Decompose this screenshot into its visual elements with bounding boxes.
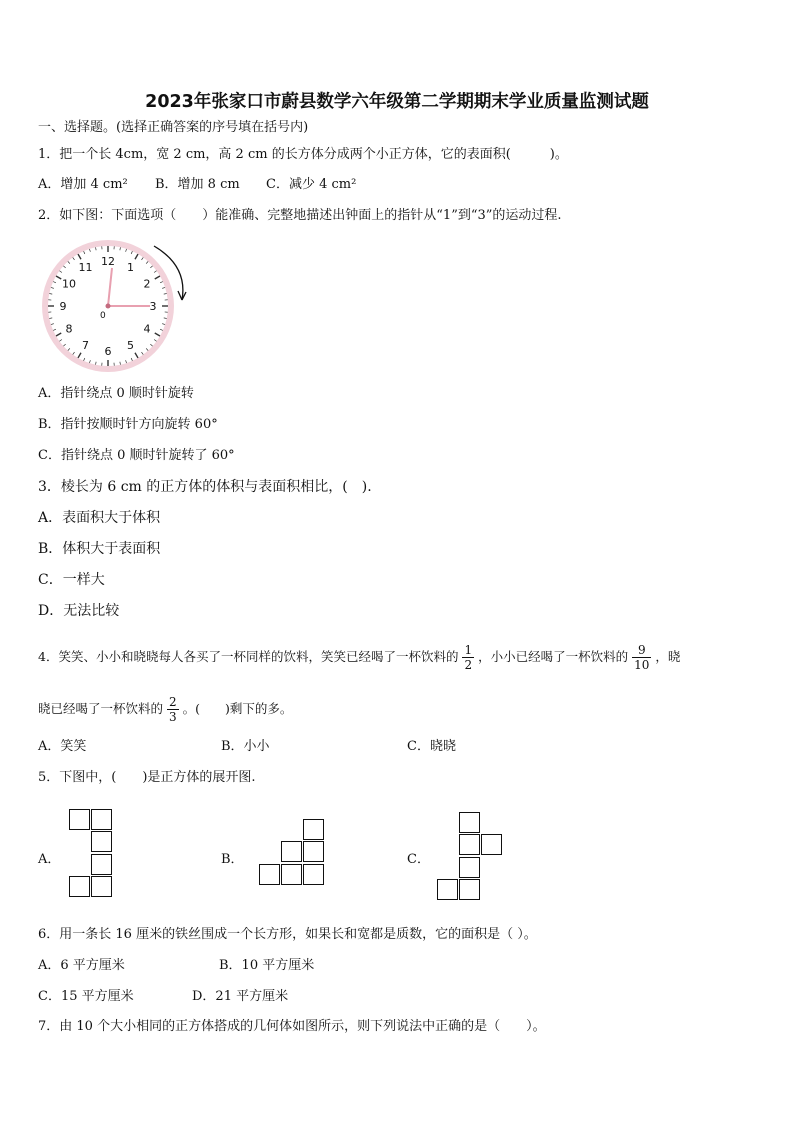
- question-5-stem: 5．下图中，( )是正方体的展开图.: [38, 770, 256, 785]
- fraction-one-half: [462, 643, 474, 672]
- clock-center-dot: [106, 304, 111, 309]
- net-square: [303, 864, 324, 885]
- question-6-stem: 6．用一条长 16 厘米的铁丝围成一个长方形，如果长和宽都是质数，它的面积是（ ）。: [38, 927, 537, 942]
- q2-option-c: C．指针绕点 0 顺时针旋转了 60°: [38, 448, 235, 463]
- fraction-numerator: 9: [632, 643, 651, 658]
- q3-option-b: B．体积大于表面积: [38, 541, 161, 557]
- q4-text-3: ，晓: [655, 649, 681, 664]
- q1-option-a: A．增加 4 cm²: [38, 177, 128, 192]
- section-heading: 一、选择题。(选择正确答案的序号填在括号内): [38, 120, 309, 135]
- q6-option-b: B．10 平方厘米: [219, 958, 315, 973]
- q3-option-a: A．表面积大于体积: [38, 510, 161, 526]
- net-square: [91, 809, 112, 830]
- question-4-line-2: [38, 690, 292, 728]
- clock-number: 3: [149, 300, 157, 313]
- fraction-numerator: 1: [464, 643, 473, 657]
- clock-svg: [36, 238, 196, 376]
- net-square: [69, 876, 90, 897]
- q1-option-b: B．增加 8 cm: [155, 177, 240, 192]
- cube-net-b: [259, 819, 327, 889]
- net-square: [281, 864, 302, 885]
- q4-text-4: 晓已经喝了一杯饮料的: [38, 701, 164, 716]
- fraction-denominator: 3: [169, 710, 177, 724]
- net-square: [91, 876, 112, 897]
- q6-option-d: D．21 平方厘米: [192, 989, 289, 1004]
- q4-text-2: ，小小已经喝了一杯饮料的: [478, 649, 629, 664]
- net-square: [459, 834, 480, 855]
- clock-number: 8: [65, 322, 73, 336]
- q6-option-c: C．15 平方厘米: [38, 989, 134, 1004]
- question-7-stem: 7．由 10 个大小相同的正方体搭成的几何体如图所示，则下列说法中正确的是（ ）。: [38, 1019, 546, 1034]
- q4-text-1: 4．笑笑、小小和晓晓每人各买了一杯同样的饮料，笑笑已经喝了一杯饮料的: [38, 649, 459, 664]
- fraction-two-thirds: [167, 695, 179, 724]
- clock-figure: [36, 238, 196, 376]
- q3-option-d: D．无法比较: [38, 603, 120, 619]
- clock-number: 5: [127, 338, 134, 352]
- net-square: [69, 809, 90, 830]
- clock-number: 4: [143, 322, 151, 336]
- q2-option-b: B．指针按顺时针方向旋转 60°: [38, 417, 218, 432]
- q4-option-a: A．笑笑: [38, 739, 87, 754]
- question-1-stem: 1．把一个长 4cm，宽 2 cm，高 2 cm 的长方体分成两个小正方体，它的表面积( )。: [38, 147, 568, 162]
- q4-text-5: 。( )剩下的多。: [182, 701, 293, 716]
- q2-option-a: A．指针绕点 0 顺时针旋转: [38, 386, 194, 401]
- question-2-stem: 2．如下图：下面选项（ ）能准确、完整地描述出钟面上的指针从“1”到“3”的运动过程.: [38, 208, 562, 223]
- clock-number: 2: [143, 277, 151, 291]
- net-square: [437, 879, 458, 900]
- fraction-denominator: 10: [634, 658, 650, 672]
- net-square: [91, 854, 112, 875]
- net-square: [303, 819, 324, 840]
- q5-option-b-label: B．: [221, 852, 244, 867]
- net-square: [459, 812, 480, 833]
- clock-number: 1: [127, 261, 134, 275]
- net-square: [91, 831, 112, 852]
- q4-option-c: C．晓晓: [407, 739, 456, 754]
- fraction-denominator: 2: [464, 658, 473, 672]
- clock-number: 10: [62, 277, 77, 291]
- net-square: [281, 841, 302, 862]
- question-3-stem: 3．棱长为 6 cm 的正方体的体积与表面积相比，( ).: [38, 479, 372, 495]
- question-4-line-1: [38, 638, 680, 676]
- q6-option-a: A．6 平方厘米: [38, 958, 125, 973]
- q5-option-a-label: A．: [38, 852, 61, 867]
- fraction-nine-tenths: [632, 643, 651, 672]
- cube-net-a: [69, 809, 115, 901]
- net-square: [259, 864, 280, 885]
- clock-number: 9: [59, 300, 67, 313]
- q5-option-c-label: C．: [407, 852, 430, 867]
- fraction-numerator: 2: [169, 695, 177, 709]
- q1-option-c: C．减少 4 cm²: [266, 177, 357, 192]
- clock-number: 12: [101, 255, 115, 268]
- net-square: [459, 879, 480, 900]
- page-title: 2023年张家口市蔚县数学六年级第二学期期末学业质量监测试题: [145, 92, 649, 112]
- net-square: [481, 834, 502, 855]
- cube-net-c: [437, 812, 505, 904]
- clock-number: 6: [104, 345, 112, 358]
- net-square: [303, 841, 324, 862]
- clock-center-label: 0: [100, 311, 106, 321]
- q3-option-c: C．一样大: [38, 572, 105, 588]
- net-square: [459, 857, 480, 878]
- clock-number: 11: [78, 261, 93, 275]
- clock-number: 7: [82, 338, 89, 352]
- q4-option-b: B．小小: [221, 739, 270, 754]
